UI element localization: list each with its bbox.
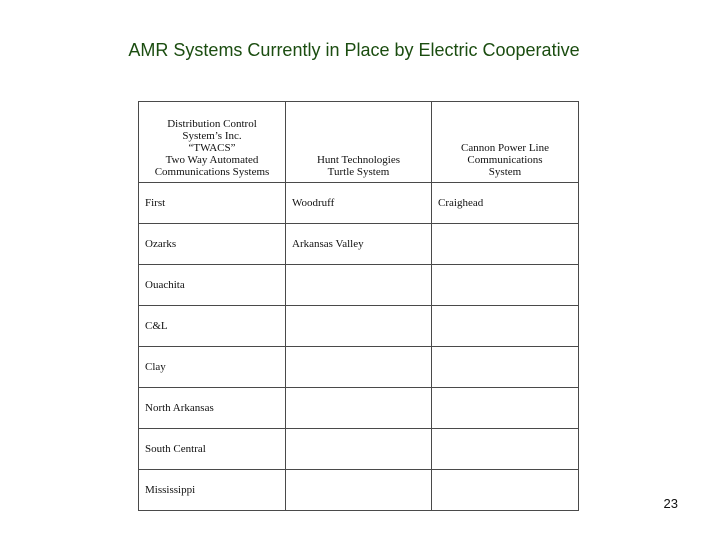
table-row xyxy=(139,470,579,511)
table-cell xyxy=(432,388,579,429)
table-cell xyxy=(286,388,432,429)
table-cell: First xyxy=(139,183,286,224)
table-cell xyxy=(432,306,579,347)
table-cell: Arkansas Valley xyxy=(286,224,432,265)
table-row xyxy=(139,306,579,347)
table-cell: Mississippi xyxy=(139,470,286,511)
table-cell: South Central xyxy=(139,429,286,470)
table-row xyxy=(139,224,579,265)
table-row xyxy=(139,388,579,429)
page-number: 23 xyxy=(663,496,678,511)
header-twacs-label: Distribution Control System’s Inc. “TWACS” Two Way Automated Communications Systems xyxy=(154,118,270,178)
table-cell: Woodruff xyxy=(286,183,432,224)
table-cell xyxy=(286,470,432,511)
table-cell xyxy=(286,306,432,347)
table-row xyxy=(139,265,579,306)
table-cell: Ozarks xyxy=(139,224,286,265)
table-cell: North Arkansas xyxy=(139,388,286,429)
header-twacs xyxy=(139,102,286,183)
table-header-row xyxy=(139,102,579,183)
table-cell xyxy=(432,347,579,388)
header-hunt xyxy=(286,102,432,183)
table-cell: Clay xyxy=(139,347,286,388)
table-row xyxy=(139,183,579,224)
table-cell xyxy=(432,429,579,470)
table-cell xyxy=(432,265,579,306)
table-cell xyxy=(286,265,432,306)
table-cell xyxy=(432,470,579,511)
table-cell: C&L xyxy=(139,306,286,347)
header-cannon-label: Cannon Power Line Communications System xyxy=(461,142,549,178)
slide-title: AMR Systems Currently in Place by Electric Cooperative xyxy=(128,40,580,60)
table-cell xyxy=(286,347,432,388)
table-row xyxy=(139,429,579,470)
table-cell: Ouachita xyxy=(139,265,286,306)
table-cell xyxy=(432,224,579,265)
amr-systems-table xyxy=(138,101,579,511)
header-cannon xyxy=(432,102,579,183)
header-hunt-label: Hunt Technologies Turtle System xyxy=(316,154,401,178)
table-cell xyxy=(286,429,432,470)
table-row xyxy=(139,347,579,388)
table-cell: Craighead xyxy=(432,183,579,224)
